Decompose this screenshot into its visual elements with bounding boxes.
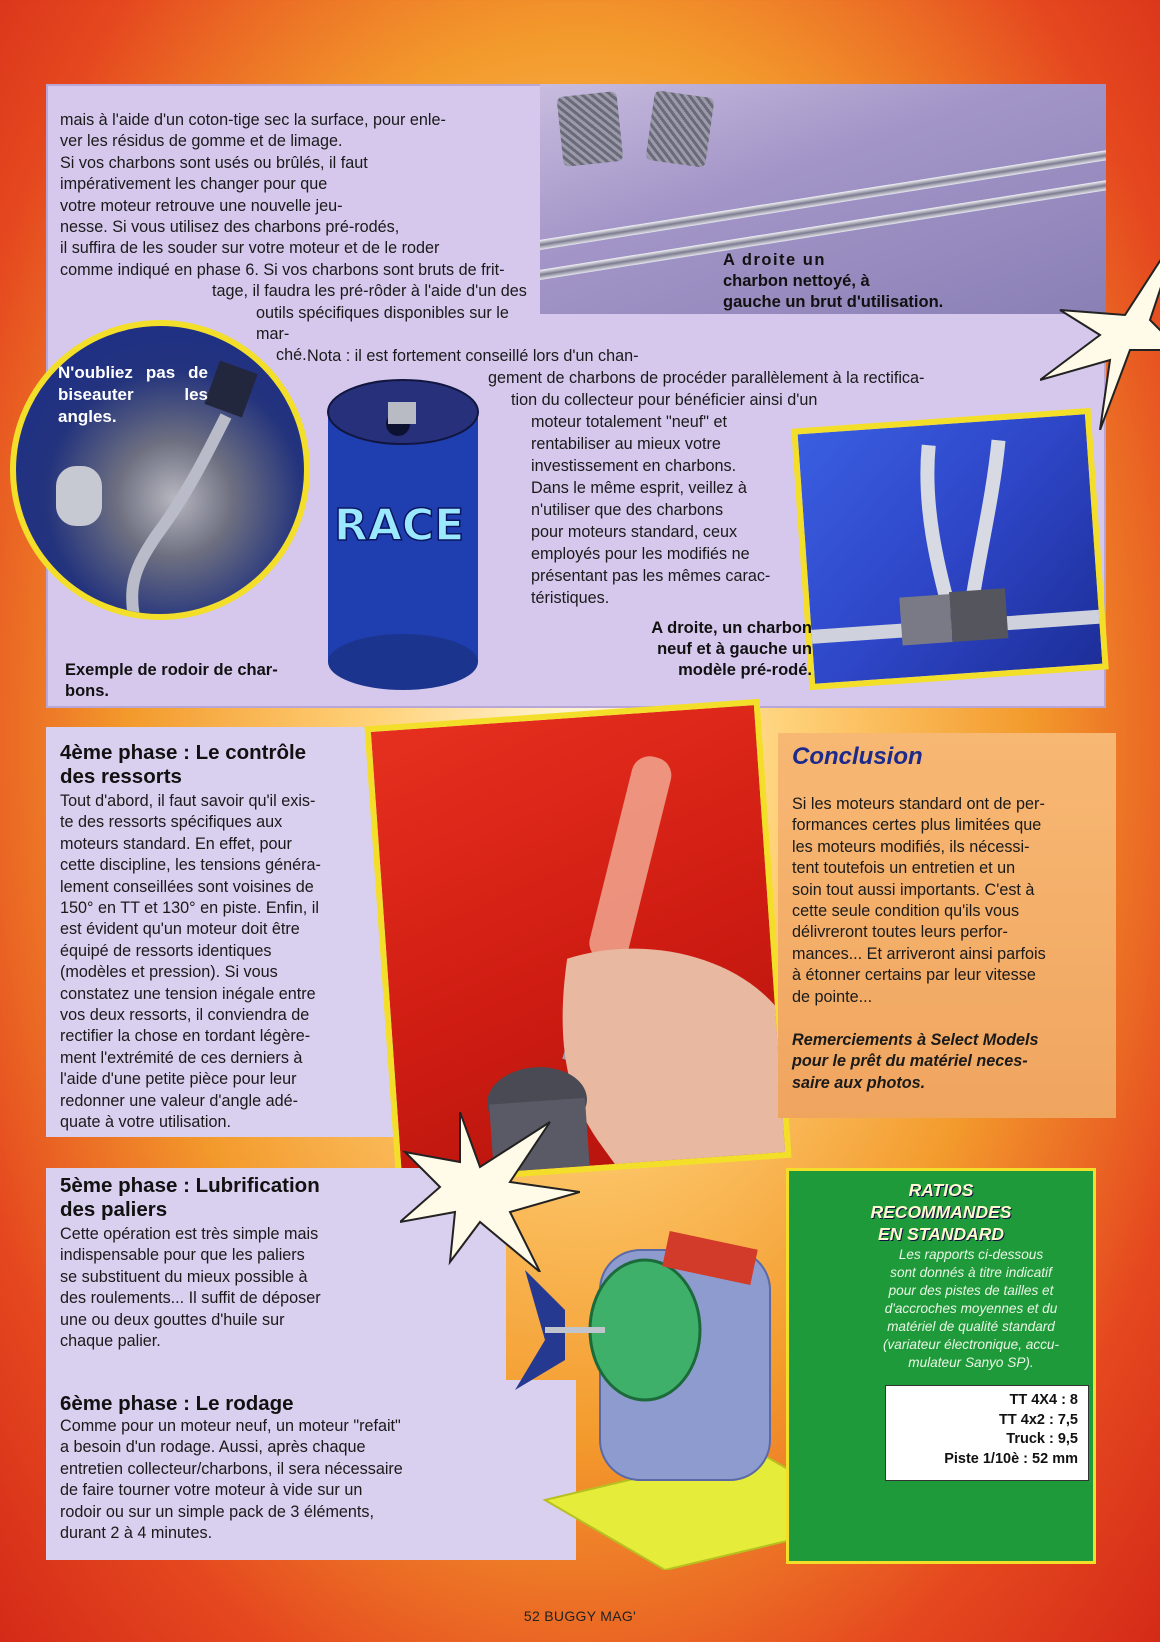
ratios-intro bbox=[799, 1246, 1083, 1372]
text-line: Comme pour un moteur neuf, un moteur "refait" bbox=[60, 1417, 401, 1435]
text-line: sont donnés à titre indicatif bbox=[890, 1265, 1052, 1280]
caption-line: A droite, un charbon bbox=[651, 619, 812, 637]
photo-blue-motor bbox=[308, 372, 498, 692]
text-line: pour le prêt du matériel neces- bbox=[792, 1052, 1028, 1071]
caption-line: bons. bbox=[65, 682, 109, 700]
ratio-row: Truck : 9,5 bbox=[1006, 1431, 1078, 1447]
text-line: outils spécifiques disponibles sur le mar- bbox=[256, 303, 509, 344]
text-line: soin tout aussi importants. C'est à bbox=[792, 880, 1035, 899]
text-line: à étonner certains par leur vitesse bbox=[792, 966, 1036, 985]
conclusion-box bbox=[778, 733, 1116, 1118]
ratios-box bbox=[786, 1168, 1096, 1564]
text-line: pour des pistes de tailles et bbox=[888, 1283, 1054, 1298]
text-line: comme indiqué en phase 6. Si vos charbons sont bruts de frit- bbox=[60, 260, 505, 279]
nota-line: rentabiliser au mieux votre bbox=[531, 435, 721, 453]
text-line: redonner une valeur d'angle adé- bbox=[60, 1091, 298, 1110]
text-line: Si vos charbons sont usés ou brûlés, il faut bbox=[60, 153, 368, 172]
text-line: cette seule condition qu'ils vous bbox=[792, 902, 1020, 921]
text-line: votre moteur retrouve une nouvelle jeu- bbox=[60, 196, 343, 215]
nota-line: téristiques. bbox=[531, 589, 610, 607]
text-line: chaque palier. bbox=[60, 1332, 161, 1351]
caption-circle: N'oubliez pas de biseauter les angles. bbox=[58, 363, 208, 426]
text-line: ver les résidus de gomme et de limage. bbox=[60, 132, 343, 151]
caption-line: neuf et à gauche un bbox=[657, 640, 812, 658]
text-line: matériel de qualité standard bbox=[887, 1319, 1055, 1334]
section-title: 4ème phase : Le contrôle bbox=[60, 741, 307, 764]
nota-line: gement de charbons de procéder parallèlement à la rectifica- bbox=[488, 369, 925, 387]
text-line: une ou deux gouttes d'huile sur bbox=[60, 1310, 285, 1329]
page-footer: 52 BUGGY MAG' bbox=[523, 1608, 637, 1624]
text-line: mais à l'aide d'un coton-tige sec la surface, pour enle- bbox=[60, 111, 446, 129]
text-line: de faire tourner votre moteur à vide sur un bbox=[60, 1481, 363, 1500]
text-line: tent toutefois un entretien et un bbox=[792, 859, 1016, 878]
nota-line: employés pour les modifiés ne bbox=[531, 545, 750, 563]
text-line: mances... Et arriveront ainsi parfois bbox=[792, 944, 1046, 963]
text-line: (modèles et pression). Si vous bbox=[60, 963, 278, 982]
text-line: ché. bbox=[276, 346, 307, 365]
section-phase-4 bbox=[46, 727, 416, 1137]
carbon-brush bbox=[557, 91, 624, 167]
section-phase-6 bbox=[46, 1380, 576, 1560]
text-line: les moteurs modifiés, ils nécessi- bbox=[792, 837, 1030, 856]
text-line: lement conseillées sont voisines de bbox=[60, 877, 314, 896]
text-line: il suffira de les souder sur votre moteur et de le roder bbox=[60, 239, 440, 258]
conclusion-title: Conclusion bbox=[792, 743, 923, 770]
text-line: ment l'extrémité de ces derniers à bbox=[60, 1048, 303, 1067]
text-line: tage, il faudra les pré-rôder à l'aide d'un des bbox=[212, 282, 527, 301]
ratio-row: Piste 1/10è : 52 mm bbox=[944, 1450, 1078, 1467]
nota-line: moteur totalement "neuf" et bbox=[531, 413, 727, 431]
text-line: impérativement les changer pour que bbox=[60, 175, 328, 194]
carbon-brush bbox=[645, 90, 714, 168]
conclusion-body bbox=[792, 794, 1108, 1008]
ratios-table bbox=[885, 1385, 1089, 1481]
text-line: nesse. Si vous utilisez des charbons pré-rodés, bbox=[60, 218, 400, 237]
motor-label: RACE bbox=[334, 500, 465, 551]
text-line: d'accroches moyennes et du bbox=[884, 1301, 1058, 1316]
text-line: saire aux photos. bbox=[792, 1073, 926, 1092]
photo-new-vs-prerode-brush bbox=[791, 408, 1109, 690]
section-title: des paliers bbox=[60, 1198, 168, 1221]
text-line: vos deux ressorts, il conviendra de bbox=[60, 1006, 310, 1025]
caption-line: A droite un bbox=[723, 251, 826, 269]
text-line: Cette opération est très simple mais bbox=[60, 1225, 319, 1243]
ratio-row: TT 4X4 : 8 bbox=[1009, 1392, 1078, 1408]
text-line: 150° en TT et 130° en piste. Enfin, il bbox=[60, 899, 319, 918]
text-line: quate à votre utilisation. bbox=[60, 1113, 231, 1132]
starburst-icon bbox=[1040, 230, 1160, 430]
nota-line: investissement en charbons. bbox=[531, 457, 737, 475]
text-line: formances certes plus limitées que bbox=[792, 816, 1042, 835]
section-title: 5ème phase : Lubrification bbox=[60, 1174, 320, 1197]
text-line: est évident qu'un moteur doit être bbox=[60, 920, 300, 939]
thanks bbox=[792, 1030, 1108, 1094]
text-line: Si les moteurs standard ont de per- bbox=[792, 795, 1045, 813]
caption-line: modèle pré-rodé. bbox=[678, 661, 812, 679]
section-body bbox=[60, 1224, 420, 1352]
section-body bbox=[60, 791, 410, 1134]
text-line: Remerciements à Select Models bbox=[792, 1031, 1039, 1050]
text-line: a besoin d'un rodage. Aussi, après chaque bbox=[60, 1438, 366, 1457]
text-line: délivreront toutes leurs perfor- bbox=[792, 923, 1008, 942]
caption-rods bbox=[723, 250, 983, 313]
caption-brush bbox=[622, 618, 812, 681]
section-title: des ressorts bbox=[60, 765, 182, 788]
caption-line: gauche un brut d'utilisation. bbox=[723, 293, 944, 311]
text-line: cette discipline, les tensions généra- bbox=[60, 856, 321, 875]
text-line: moteurs standard. En effet, pour bbox=[60, 834, 292, 853]
text-line: rodoir ou sur un simple pack de 3 éléments, bbox=[60, 1502, 375, 1521]
ratios-title: RATIOS bbox=[908, 1180, 974, 1200]
text-line: entretien collecteur/charbons, il sera nécessaire bbox=[60, 1459, 403, 1478]
text-line: rectifier la chose en tordant légère- bbox=[60, 1027, 311, 1046]
nota-line: pour moteurs standard, ceux bbox=[531, 523, 738, 541]
brush-illustration bbox=[798, 413, 1109, 690]
text-line: constatez une tension inégale entre bbox=[60, 984, 316, 1003]
text-line: Tout d'abord, il faut savoir qu'il exis- bbox=[60, 792, 316, 810]
section-title: 6ème phase : Le rodage bbox=[60, 1392, 294, 1415]
text-line: (variateur électronique, accu- bbox=[882, 1337, 1060, 1352]
text-line: indispensable pour que les paliers bbox=[60, 1246, 305, 1265]
text-line: mulateur Sanyo SP). bbox=[908, 1355, 1034, 1370]
text-line: te des ressorts spécifiques aux bbox=[60, 813, 283, 832]
text-line: des roulements... Il suffit de déposer bbox=[60, 1289, 321, 1308]
nota-line: Nota : il est fortement conseillé lors d'un chan- bbox=[307, 347, 639, 365]
text-line: de pointe... bbox=[792, 987, 873, 1006]
text-line: durant 2 à 4 minutes. bbox=[60, 1524, 213, 1543]
section-body bbox=[60, 1416, 500, 1544]
text-line: équipé de ressorts identiques bbox=[60, 941, 272, 960]
ratio-row: TT 4x2 : 7,5 bbox=[999, 1411, 1078, 1428]
text-line: Les rapports ci-dessous bbox=[898, 1247, 1044, 1262]
nota-line: présentant pas les mêmes carac- bbox=[531, 567, 771, 585]
nota-line: Dans le même esprit, veillez à bbox=[531, 479, 747, 497]
ratios-title: EN STANDARD bbox=[877, 1224, 1005, 1244]
text-line: se substituent du mieux possible à bbox=[60, 1267, 308, 1286]
caption-line: Exemple de rodoir de char- bbox=[65, 661, 278, 679]
ratios-title: RECOMMANDES bbox=[870, 1202, 1012, 1222]
caption-line: charbon nettoyé, à bbox=[723, 272, 870, 290]
caption-rodoir bbox=[65, 660, 305, 702]
nota-line: n'utiliser que des charbons bbox=[531, 501, 724, 519]
nota-line: tion du collecteur pour bénéficier ainsi d'un bbox=[511, 391, 818, 409]
text-line: l'aide d'une petite pièce pour leur bbox=[60, 1070, 297, 1089]
